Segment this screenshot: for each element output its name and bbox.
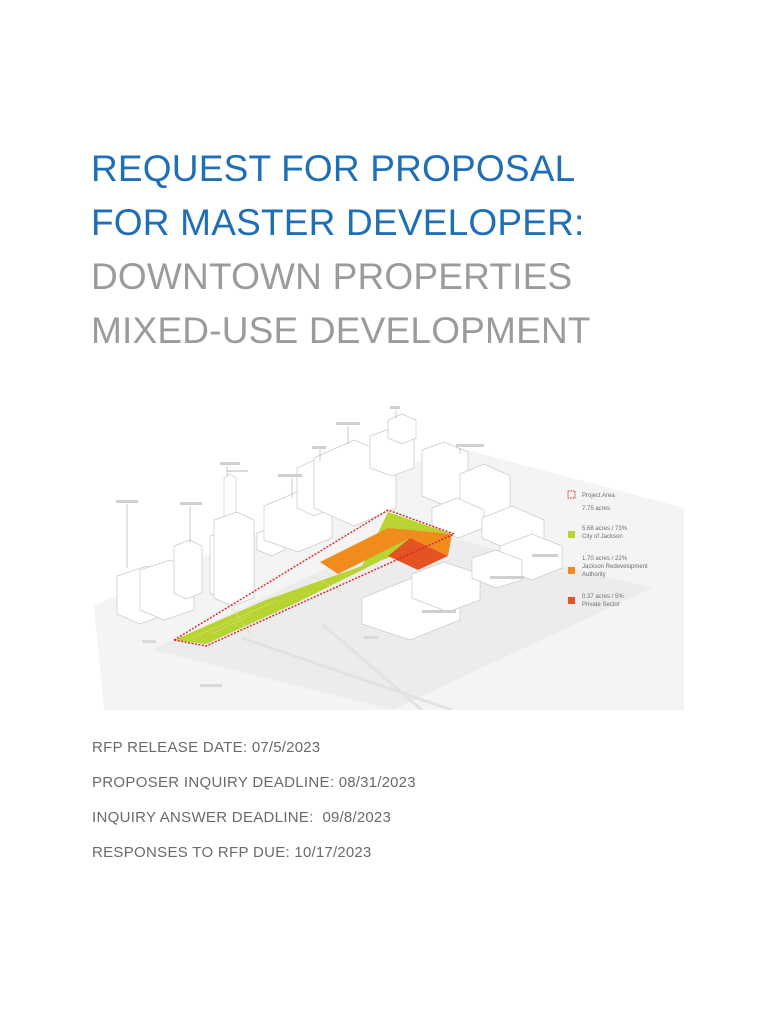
legend-project-area-label: Project Area [582,493,615,499]
legend-jra-owner-2: Authority [582,572,606,578]
legend-city-acres: 5.68 acres / 73% [582,526,628,532]
title-line-2: FOR MASTER DEVELOPER: [91,202,585,243]
release-date-label: RFP RELEASE DATE: [92,739,248,756]
legend-city-swatch [568,531,575,538]
release-date-row [92,738,416,773]
title-line-3: DOWNTOWN PROPERTIES [91,256,573,297]
answer-deadline-value: 09/8/2023 [322,809,391,826]
inquiry-deadline-row [92,773,416,808]
axonometric-site-map [92,388,684,710]
responses-due-value: 10/17/2023 [294,844,372,861]
key-dates [92,738,416,878]
document-title [91,142,591,358]
legend-jra-acres: 1.70 acres / 22% [582,556,628,562]
title-line-1: REQUEST FOR PROPOSAL [91,148,576,189]
answer-deadline-row [92,808,416,843]
site-map-illustration [92,388,684,710]
legend-private-owner: Private Sector [582,602,620,608]
legend-private-acres: 0.37 acres / 5% [582,594,624,600]
title-line-4: MIXED-USE DEVELOPMENT [91,310,591,351]
inquiry-deadline-label: PROPOSER INQUIRY DEADLINE: [92,774,335,791]
responses-due-row [92,843,416,878]
answer-deadline-label: INQUIRY ANSWER DEADLINE: [92,809,314,826]
release-date-value: 07/5/2023 [251,739,321,756]
legend-jra-owner-1: Jackson Redevelopment [582,564,648,570]
legend-project-area-acres: 7.75 acres [582,506,611,512]
legend-city-owner: City of Jackson [582,534,623,540]
legend-private-swatch [568,597,575,604]
legend-jra-swatch [568,567,575,574]
responses-due-label: RESPONSES TO RFP DUE: [92,844,291,861]
inquiry-deadline-value: 08/31/2023 [338,774,416,791]
